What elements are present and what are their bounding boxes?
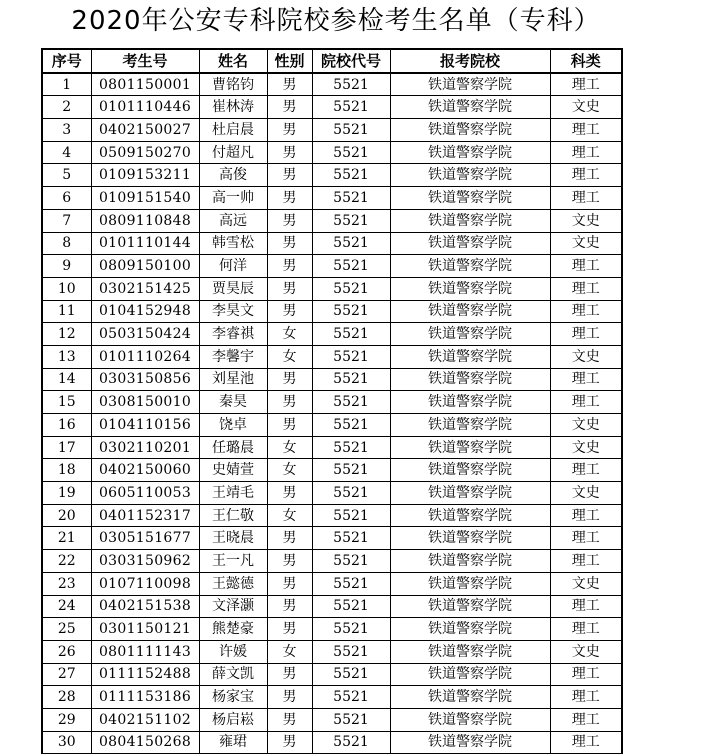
table-row <box>42 618 622 641</box>
cell-school: 铁道警察学院 <box>390 595 550 618</box>
cell-category: 理工 <box>550 368 622 391</box>
cell-school: 铁道警察学院 <box>390 391 550 414</box>
cell-school: 铁道警察学院 <box>390 141 550 164</box>
cell-gender: 男 <box>267 277 312 300</box>
cell-school-code: 5521 <box>312 663 390 686</box>
cell-school: 铁道警察学院 <box>390 164 550 187</box>
cell-category: 文史 <box>550 482 622 505</box>
cell-name: 王仁敬 <box>199 504 267 527</box>
cell-exam-number: 0305151677 <box>91 527 199 550</box>
cell-category: 理工 <box>550 504 622 527</box>
table-row <box>42 277 622 300</box>
cell-school: 铁道警察学院 <box>390 414 550 437</box>
table-row <box>42 323 622 346</box>
cell-name: 李馨宇 <box>199 345 267 368</box>
cell-index: 21 <box>42 527 91 550</box>
cell-name: 崔林涛 <box>199 96 267 119</box>
cell-school: 铁道警察学院 <box>390 232 550 255</box>
table-row <box>42 414 622 437</box>
cell-exam-number: 0401152317 <box>91 504 199 527</box>
cell-school-code: 5521 <box>312 300 390 323</box>
cell-school: 铁道警察学院 <box>390 187 550 210</box>
cell-category: 理工 <box>550 255 622 278</box>
cell-school: 铁道警察学院 <box>390 459 550 482</box>
cell-index: 18 <box>42 459 91 482</box>
cell-gender: 男 <box>267 187 312 210</box>
cell-index: 28 <box>42 686 91 709</box>
table-row <box>42 164 622 187</box>
cell-gender: 男 <box>267 119 312 142</box>
cell-exam-number: 0303150962 <box>91 550 199 573</box>
cell-school-code: 5521 <box>312 482 390 505</box>
cell-name: 杨启崧 <box>199 708 267 731</box>
cell-school: 铁道警察学院 <box>390 368 550 391</box>
cell-exam-number: 0308150010 <box>91 391 199 414</box>
cell-name: 雍珺 <box>199 731 267 754</box>
cell-category: 理工 <box>550 300 622 323</box>
cell-index: 27 <box>42 663 91 686</box>
cell-exam-number: 0109151540 <box>91 187 199 210</box>
cell-exam-number: 0303150856 <box>91 368 199 391</box>
table-row <box>42 391 622 414</box>
cell-index: 26 <box>42 640 91 663</box>
cell-school-code: 5521 <box>312 141 390 164</box>
cell-school: 铁道警察学院 <box>390 550 550 573</box>
cell-index: 7 <box>42 209 91 232</box>
cell-index: 15 <box>42 391 91 414</box>
cell-gender: 男 <box>267 572 312 595</box>
candidate-table <box>41 48 623 754</box>
cell-school: 铁道警察学院 <box>390 731 550 754</box>
header-exam-number: 考生号 <box>91 49 199 73</box>
header-school: 报考院校 <box>390 49 550 73</box>
cell-category: 理工 <box>550 527 622 550</box>
table-row <box>42 345 622 368</box>
cell-name: 文泽灏 <box>199 595 267 618</box>
cell-exam-number: 0402150027 <box>91 119 199 142</box>
cell-category: 理工 <box>550 550 622 573</box>
cell-school: 铁道警察学院 <box>390 572 550 595</box>
cell-category: 理工 <box>550 391 622 414</box>
cell-exam-number: 0301150121 <box>91 618 199 641</box>
cell-index: 24 <box>42 595 91 618</box>
cell-gender: 男 <box>267 255 312 278</box>
cell-gender: 男 <box>267 164 312 187</box>
table-row <box>42 708 622 731</box>
cell-category: 理工 <box>550 187 622 210</box>
table-row <box>42 436 622 459</box>
cell-gender: 男 <box>267 300 312 323</box>
cell-category: 理工 <box>550 663 622 686</box>
cell-name: 史婧萱 <box>199 459 267 482</box>
cell-name: 秦昊 <box>199 391 267 414</box>
cell-school: 铁道警察学院 <box>390 618 550 641</box>
cell-gender: 男 <box>267 141 312 164</box>
cell-name: 刘星池 <box>199 368 267 391</box>
table-row <box>42 550 622 573</box>
cell-school-code: 5521 <box>312 504 390 527</box>
cell-gender: 男 <box>267 96 312 119</box>
cell-name: 曹铭钧 <box>199 73 267 96</box>
cell-gender: 女 <box>267 345 312 368</box>
cell-name: 付超凡 <box>199 141 267 164</box>
cell-gender: 男 <box>267 618 312 641</box>
cell-name: 杨家宝 <box>199 686 267 709</box>
cell-school-code: 5521 <box>312 345 390 368</box>
cell-school: 铁道警察学院 <box>390 277 550 300</box>
table-row <box>42 141 622 164</box>
table-row <box>42 640 622 663</box>
cell-school: 铁道警察学院 <box>390 345 550 368</box>
table-row <box>42 73 622 96</box>
table-row <box>42 572 622 595</box>
cell-category: 理工 <box>550 277 622 300</box>
cell-school: 铁道警察学院 <box>390 96 550 119</box>
cell-school: 铁道警察学院 <box>390 436 550 459</box>
cell-school: 铁道警察学院 <box>390 482 550 505</box>
table-row <box>42 209 622 232</box>
cell-school-code: 5521 <box>312 686 390 709</box>
cell-name: 王晓晨 <box>199 527 267 550</box>
cell-name: 饶卓 <box>199 414 267 437</box>
cell-index: 22 <box>42 550 91 573</box>
cell-school-code: 5521 <box>312 731 390 754</box>
cell-index: 8 <box>42 232 91 255</box>
table-row <box>42 232 622 255</box>
cell-gender: 男 <box>267 414 312 437</box>
cell-gender: 男 <box>267 391 312 414</box>
cell-name: 高远 <box>199 209 267 232</box>
cell-school-code: 5521 <box>312 255 390 278</box>
cell-category: 理工 <box>550 73 622 96</box>
cell-exam-number: 0107110098 <box>91 572 199 595</box>
cell-category: 文史 <box>550 414 622 437</box>
cell-exam-number: 0509150270 <box>91 141 199 164</box>
cell-school: 铁道警察学院 <box>390 708 550 731</box>
cell-gender: 女 <box>267 436 312 459</box>
cell-category: 理工 <box>550 731 622 754</box>
cell-gender: 女 <box>267 504 312 527</box>
cell-school-code: 5521 <box>312 550 390 573</box>
cell-school-code: 5521 <box>312 73 390 96</box>
cell-index: 25 <box>42 618 91 641</box>
cell-exam-number: 0809150100 <box>91 255 199 278</box>
cell-school-code: 5521 <box>312 209 390 232</box>
cell-category: 文史 <box>550 436 622 459</box>
table-row <box>42 663 622 686</box>
cell-index: 11 <box>42 300 91 323</box>
cell-category: 理工 <box>550 459 622 482</box>
cell-school-code: 5521 <box>312 119 390 142</box>
table-row <box>42 119 622 142</box>
cell-name: 王一凡 <box>199 550 267 573</box>
cell-index: 1 <box>42 73 91 96</box>
cell-school-code: 5521 <box>312 459 390 482</box>
table-row <box>42 459 622 482</box>
cell-name: 任璐晨 <box>199 436 267 459</box>
cell-index: 17 <box>42 436 91 459</box>
cell-index: 9 <box>42 255 91 278</box>
cell-index: 12 <box>42 323 91 346</box>
cell-category: 文史 <box>550 640 622 663</box>
cell-school-code: 5521 <box>312 368 390 391</box>
table-row <box>42 482 622 505</box>
cell-name: 李昊文 <box>199 300 267 323</box>
cell-gender: 男 <box>267 550 312 573</box>
table-row <box>42 255 622 278</box>
cell-index: 29 <box>42 708 91 731</box>
table-row <box>42 686 622 709</box>
cell-category: 理工 <box>550 164 622 187</box>
cell-name: 韩雪松 <box>199 232 267 255</box>
table-row <box>42 527 622 550</box>
cell-exam-number: 0111153186 <box>91 686 199 709</box>
cell-category: 理工 <box>550 708 622 731</box>
cell-exam-number: 0101110264 <box>91 345 199 368</box>
table-row <box>42 187 622 210</box>
table-row <box>42 368 622 391</box>
header-name: 姓名 <box>199 49 267 73</box>
cell-category: 文史 <box>550 209 622 232</box>
cell-school-code: 5521 <box>312 96 390 119</box>
cell-school-code: 5521 <box>312 708 390 731</box>
cell-exam-number: 0801111143 <box>91 640 199 663</box>
cell-gender: 男 <box>267 595 312 618</box>
header-category: 科类 <box>550 49 622 73</box>
cell-name: 高一帅 <box>199 187 267 210</box>
table-header-row <box>42 49 622 73</box>
cell-exam-number: 0101110446 <box>91 96 199 119</box>
cell-index: 14 <box>42 368 91 391</box>
cell-school: 铁道警察学院 <box>390 73 550 96</box>
header-school-code: 院校代号 <box>312 49 390 73</box>
cell-name: 贾昊辰 <box>199 277 267 300</box>
cell-category: 理工 <box>550 686 622 709</box>
cell-exam-number: 0804150268 <box>91 731 199 754</box>
cell-category: 文史 <box>550 96 622 119</box>
cell-name: 王靖毛 <box>199 482 267 505</box>
cell-category: 理工 <box>550 323 622 346</box>
cell-index: 4 <box>42 141 91 164</box>
cell-exam-number: 0801150001 <box>91 73 199 96</box>
cell-gender: 女 <box>267 459 312 482</box>
cell-exam-number: 0104152948 <box>91 300 199 323</box>
cell-school-code: 5521 <box>312 436 390 459</box>
table-row <box>42 731 622 754</box>
cell-category: 理工 <box>550 119 622 142</box>
cell-category: 理工 <box>550 141 622 164</box>
table-row <box>42 595 622 618</box>
cell-gender: 男 <box>267 232 312 255</box>
cell-name: 杜启晨 <box>199 119 267 142</box>
cell-school-code: 5521 <box>312 414 390 437</box>
cell-category: 文史 <box>550 232 622 255</box>
cell-school-code: 5521 <box>312 391 390 414</box>
cell-school: 铁道警察学院 <box>390 504 550 527</box>
table-row <box>42 96 622 119</box>
cell-index: 5 <box>42 164 91 187</box>
cell-gender: 男 <box>267 731 312 754</box>
cell-exam-number: 0402151102 <box>91 708 199 731</box>
cell-school-code: 5521 <box>312 572 390 595</box>
cell-index: 19 <box>42 482 91 505</box>
cell-school: 铁道警察学院 <box>390 527 550 550</box>
cell-school-code: 5521 <box>312 527 390 550</box>
table-body <box>42 73 622 754</box>
cell-index: 2 <box>42 96 91 119</box>
cell-gender: 男 <box>267 73 312 96</box>
cell-school: 铁道警察学院 <box>390 640 550 663</box>
cell-exam-number: 0111152488 <box>91 663 199 686</box>
cell-school-code: 5521 <box>312 640 390 663</box>
cell-school: 铁道警察学院 <box>390 300 550 323</box>
table-row <box>42 504 622 527</box>
cell-gender: 男 <box>267 527 312 550</box>
header-gender: 性别 <box>267 49 312 73</box>
cell-exam-number: 0809110848 <box>91 209 199 232</box>
cell-exam-number: 0302110201 <box>91 436 199 459</box>
cell-name: 高俊 <box>199 164 267 187</box>
cell-name: 薛文凯 <box>199 663 267 686</box>
cell-index: 3 <box>42 119 91 142</box>
cell-exam-number: 0402150060 <box>91 459 199 482</box>
cell-category: 文史 <box>550 572 622 595</box>
cell-school: 铁道警察学院 <box>390 255 550 278</box>
cell-index: 30 <box>42 731 91 754</box>
cell-school: 铁道警察学院 <box>390 323 550 346</box>
cell-school: 铁道警察学院 <box>390 119 550 142</box>
cell-exam-number: 0101110144 <box>91 232 199 255</box>
cell-name: 何洋 <box>199 255 267 278</box>
cell-gender: 男 <box>267 708 312 731</box>
cell-index: 6 <box>42 187 91 210</box>
cell-exam-number: 0402151538 <box>91 595 199 618</box>
cell-school: 铁道警察学院 <box>390 686 550 709</box>
cell-gender: 男 <box>267 686 312 709</box>
cell-gender: 女 <box>267 323 312 346</box>
cell-index: 10 <box>42 277 91 300</box>
cell-index: 16 <box>42 414 91 437</box>
cell-gender: 男 <box>267 209 312 232</box>
cell-name: 李睿祺 <box>199 323 267 346</box>
cell-school: 铁道警察学院 <box>390 209 550 232</box>
table-row <box>42 300 622 323</box>
cell-category: 理工 <box>550 618 622 641</box>
cell-school-code: 5521 <box>312 232 390 255</box>
cell-gender: 女 <box>267 640 312 663</box>
cell-exam-number: 0503150424 <box>91 323 199 346</box>
cell-category: 理工 <box>550 595 622 618</box>
cell-school-code: 5521 <box>312 618 390 641</box>
cell-exam-number: 0605110053 <box>91 482 199 505</box>
cell-exam-number: 0109153211 <box>91 164 199 187</box>
header-index: 序号 <box>42 49 91 73</box>
cell-name: 王懿德 <box>199 572 267 595</box>
cell-exam-number: 0302151425 <box>91 277 199 300</box>
cell-index: 23 <box>42 572 91 595</box>
cell-index: 13 <box>42 345 91 368</box>
cell-gender: 男 <box>267 368 312 391</box>
cell-school-code: 5521 <box>312 595 390 618</box>
document-title: 2020年公安专科院校参检考生名单（专科） <box>71 6 601 36</box>
cell-gender: 男 <box>267 482 312 505</box>
cell-school-code: 5521 <box>312 187 390 210</box>
cell-school-code: 5521 <box>312 277 390 300</box>
cell-index: 20 <box>42 504 91 527</box>
cell-school-code: 5521 <box>312 164 390 187</box>
cell-name: 许媛 <box>199 640 267 663</box>
cell-exam-number: 0104110156 <box>91 414 199 437</box>
cell-name: 熊楚豪 <box>199 618 267 641</box>
cell-category: 文史 <box>550 345 622 368</box>
cell-school-code: 5521 <box>312 323 390 346</box>
cell-school: 铁道警察学院 <box>390 663 550 686</box>
cell-gender: 男 <box>267 663 312 686</box>
